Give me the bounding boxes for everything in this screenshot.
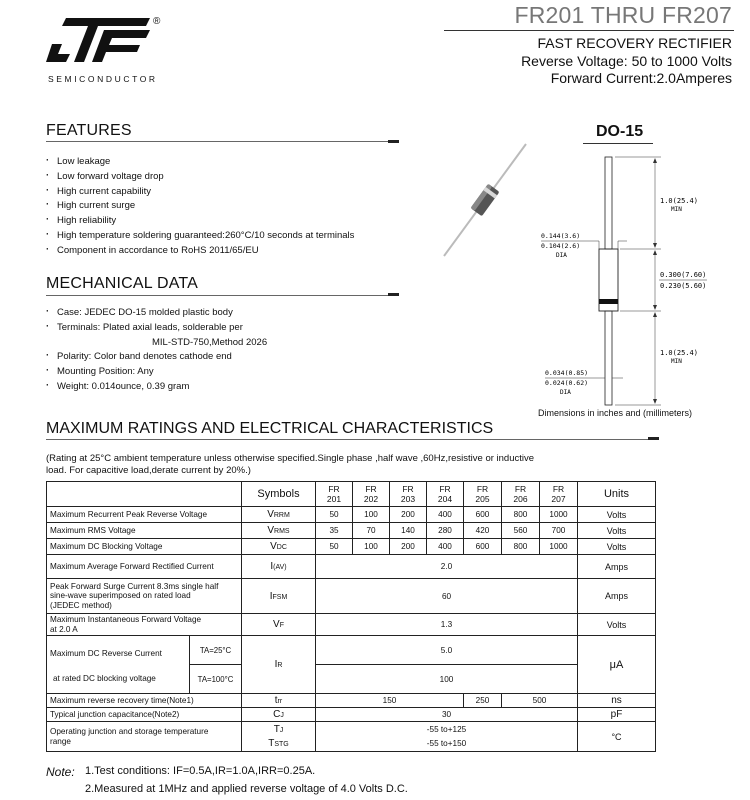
dim-body-length-max: 0.300(7.60)	[660, 271, 707, 279]
features-rule	[46, 141, 399, 142]
mechanical-item: · Terminals: Plated axial leads, solderable per	[44, 321, 267, 336]
title-rule	[444, 30, 734, 31]
feature-item: · Component in accordance to RoHS 2011/65/EU	[44, 244, 354, 259]
dim-body-length-min: 0.230(5.60)	[660, 282, 707, 290]
table-row-vdc: Maximum DC Blocking Voltage VDC 50 100 200 400 600 800 1000 Volts	[47, 539, 656, 555]
diode-illustration	[440, 140, 530, 260]
product-type: FAST RECOVERY RECTIFIER	[537, 35, 732, 51]
header-part: FR 204	[427, 482, 464, 507]
features-heading: FEATURES	[46, 122, 132, 139]
rating-note-line-2: load. For capacitive load,derate current by 20%.)	[46, 464, 251, 476]
mechanical-rule	[46, 295, 399, 296]
dim-lead-length-top-min: MIN	[671, 206, 682, 213]
features-rule-mark	[388, 140, 399, 143]
package-name: DO-15	[596, 123, 644, 140]
table-row-iav: Maximum Average Forward Rectified Current I(AV) 2.0 Amps	[47, 555, 656, 579]
brand-tagline: SEMICONDUCTOR	[48, 74, 158, 84]
rating-conditions-note	[46, 453, 606, 476]
dim-lead-dia-label: DIA	[560, 389, 571, 396]
mechanical-item: · Mounting Position: Any	[44, 365, 267, 380]
dim-lead-length-bottom-min: MIN	[671, 358, 682, 365]
dim-lead-length-bottom: 1.0(25.4)	[660, 349, 698, 357]
ratings-table	[46, 481, 656, 752]
header-symbols: Symbols	[242, 482, 316, 507]
mechanical-rule-mark	[388, 293, 399, 296]
mechanical-item: MIL-STD-750,Method 2026	[152, 336, 268, 348]
feature-item: · High current surge	[44, 199, 354, 214]
table-row-temp-tj: Operating junction and storage temperature range TJ -55 to+125 °C	[47, 722, 656, 737]
registered-mark: ®	[153, 16, 161, 27]
feature-item: · High temperature soldering guaranteed:260°C/10 seconds at terminals	[44, 229, 354, 244]
table-row-ir-25: Maximum DC Reverse Current TA=25°C IR 5.0 μA	[47, 636, 656, 665]
feature-item: · Low forward voltage drop	[44, 170, 354, 185]
ratings-heading: MAXIMUM RATINGS AND ELECTRICAL CHARACTERISTICS	[46, 420, 494, 437]
table-header-row	[47, 482, 656, 507]
dim-body-dia-max: 0.144(3.6)	[541, 232, 581, 240]
dim-lead-dia-max: 0.034(0.85)	[545, 369, 589, 377]
table-row-ifsm: Peak Forward Surge Current 8.3ms single half sine-wave superimposed on rated load (JEDEC method) IFSM 60 Amps	[47, 579, 656, 614]
mechanical-item: · Case: JEDEC DO-15 molded plastic body	[44, 306, 267, 321]
part-number-title: FR201 THRU FR207	[514, 2, 732, 28]
mechanical-heading: MECHANICAL DATA	[46, 275, 199, 292]
header-part: FR 205	[464, 482, 502, 507]
feature-item: · Low leakage	[44, 155, 354, 170]
package-outline-drawing	[525, 145, 725, 407]
feature-item: · High current capability	[44, 185, 354, 200]
ratings-rule-mark	[648, 437, 659, 440]
table-row-cj: Typical junction capacitance(Note2) CJ 30 pF	[47, 708, 656, 722]
ratings-rule	[46, 439, 659, 440]
features-list	[44, 155, 354, 259]
header-part: FR 203	[390, 482, 427, 507]
header-part: FR 206	[502, 482, 540, 507]
dimensions-note: Dimensions in inches and (millimeters)	[538, 408, 693, 418]
feature-item: · High reliability	[44, 214, 354, 229]
forward-current-spec: Forward Current:2.0Amperes	[550, 70, 732, 86]
company-logo	[46, 16, 154, 66]
dim-body-dia-label: DIA	[556, 252, 567, 259]
package-rule	[583, 143, 653, 144]
mechanical-list	[44, 306, 267, 395]
note-1: 1.Test conditions: IF=0.5A,IR=1.0A,IRR=0.25A.	[85, 765, 316, 777]
table-row-vrms: Maximum RMS Voltage VRMS 35 70 140 280 420 560 700 Volts	[47, 523, 656, 539]
dim-lead-dia-min: 0.024(0.62)	[545, 379, 589, 387]
mechanical-item: · Polarity: Color band denotes cathode end	[44, 350, 267, 365]
dim-body-dia-min: 0.104(2.6)	[541, 242, 581, 250]
table-row-trr: Maximum reverse recovery time(Note1) trr 150 250 500 ns	[47, 694, 656, 708]
note-label: Note:	[46, 765, 75, 779]
rating-note-line-1: (Rating at 25°C ambient temperature unless otherwise specified.Single phase ,half wave ,60Hz,resistive or inductive	[46, 453, 535, 464]
table-row-temp-tstg: TSTG -55 to+150	[47, 737, 656, 752]
table-row-vrrm: Maximum Recurrent Peak Reverse Voltage VRRM 50 100 200 400 600 800 1000 Volts	[47, 507, 656, 523]
table-row-vf: Maximum Instantaneous Forward Voltage at 2.0 A VF 1.3 Volts	[47, 614, 656, 636]
header-blank	[47, 482, 242, 507]
header-part: FR 202	[353, 482, 390, 507]
table-row-ir-100: at rated DC blocking voltage TA=100°C 100	[47, 665, 656, 694]
dim-lead-length-top: 1.0(25.4)	[660, 197, 698, 205]
note-2: 2.Measured at 1MHz and applied reverse voltage of 4.0 Volts D.C.	[85, 783, 408, 795]
header-part: FR 207	[540, 482, 578, 507]
header-part: FR 201	[316, 482, 353, 507]
header-units: Units	[578, 482, 656, 507]
reverse-voltage-spec: Reverse Voltage: 50 to 1000 Volts	[521, 53, 732, 69]
mechanical-item: · Weight: 0.014ounce, 0.39 gram	[44, 380, 267, 395]
